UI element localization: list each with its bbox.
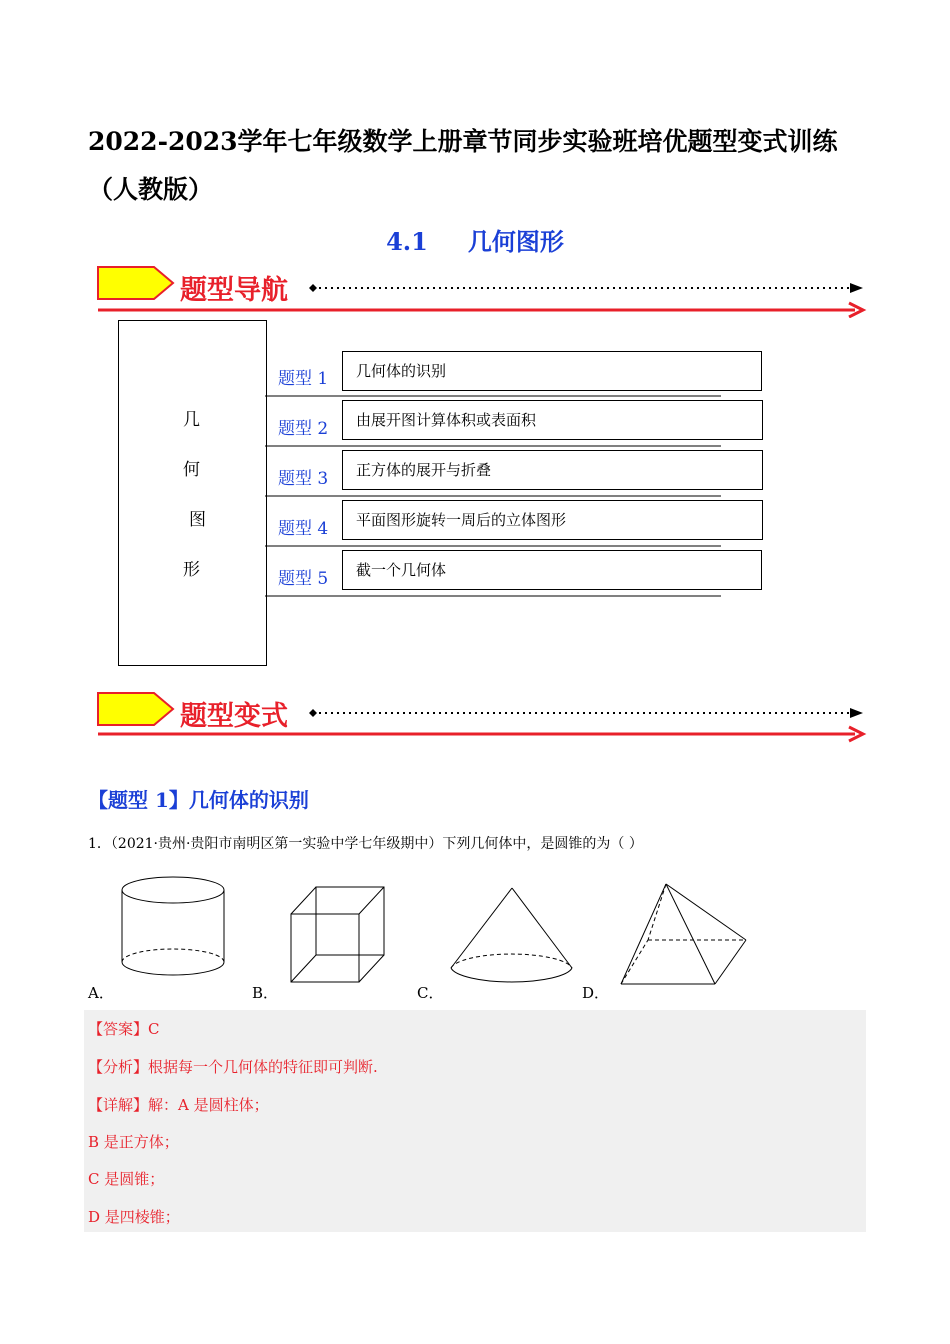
type-box-1[interactable]: 几何体的识别 bbox=[342, 351, 762, 391]
question-text: 1．（2021·贵州·贵阳市南明区第一实验中学七年级期中）下列几何体中，是圆锥的为（ ） bbox=[88, 836, 643, 852]
detail-line: B 是正方体； bbox=[88, 1133, 179, 1151]
nav-topic-box bbox=[118, 320, 267, 666]
banner-nav-label: 题型导航 bbox=[180, 275, 288, 306]
banner-arrow-icon bbox=[96, 264, 176, 302]
banner-variants-label: 题型变式 bbox=[180, 701, 288, 732]
banner-arrow-icon bbox=[96, 690, 176, 728]
type-label-2: 题型 2 bbox=[278, 419, 329, 439]
cone-figure bbox=[444, 884, 578, 990]
nav-char-4: 形 bbox=[183, 560, 200, 580]
section-name: 几何图形 bbox=[467, 227, 564, 256]
nav-char-1: 几 bbox=[183, 410, 200, 430]
type-box-3[interactable]: 正方体的展开与折叠 bbox=[342, 450, 763, 490]
type-label-5: 题型 5 bbox=[278, 569, 329, 589]
analysis-line: 【分析】根据每一个几何体的特征即可判断. bbox=[88, 1058, 378, 1076]
option-d-label: D． bbox=[582, 984, 610, 1002]
nav-char-3: 图 bbox=[189, 510, 206, 530]
cube-figure bbox=[286, 882, 392, 988]
banner-variants-redline-left bbox=[96, 724, 308, 744]
nav-char-2: 何 bbox=[183, 460, 200, 480]
option-c-label: C． bbox=[417, 984, 444, 1002]
section-heading bbox=[0, 222, 950, 257]
detail-line: D 是四棱锥； bbox=[88, 1208, 180, 1226]
detail-line: 【详解】解：A 是圆柱体； bbox=[88, 1096, 269, 1114]
answer-line: 【答案】C bbox=[88, 1020, 160, 1038]
detail-line: C 是圆锥； bbox=[88, 1170, 165, 1188]
option-b-label: B． bbox=[252, 984, 279, 1002]
type-box-2[interactable]: 由展开图计算体积或表面积 bbox=[342, 400, 763, 440]
pyramid-figure bbox=[615, 878, 755, 990]
banner-variants-lines bbox=[305, 703, 870, 743]
document-title: 2022-2023学年七年级数学上册章节同步实验班培优题型变式训练（人教版） bbox=[88, 127, 838, 204]
answer-panel bbox=[84, 1010, 866, 1232]
type1-heading: 【题型 1】几何体的识别 bbox=[88, 788, 309, 812]
banner-nav-lines bbox=[305, 278, 870, 318]
cylinder-figure bbox=[118, 872, 230, 984]
type-label-3: 题型 3 bbox=[278, 469, 329, 489]
section-number: 4.1 bbox=[386, 227, 428, 256]
banner-nav-redline-left bbox=[96, 300, 308, 320]
option-a-label: A． bbox=[88, 984, 114, 1002]
type-label-1: 题型 1 bbox=[278, 369, 329, 389]
type-box-4[interactable]: 平面图形旋转一周后的立体图形 bbox=[342, 500, 763, 540]
type-label-4: 题型 4 bbox=[278, 519, 329, 539]
type-box-5[interactable]: 截一个几何体 bbox=[342, 550, 762, 590]
